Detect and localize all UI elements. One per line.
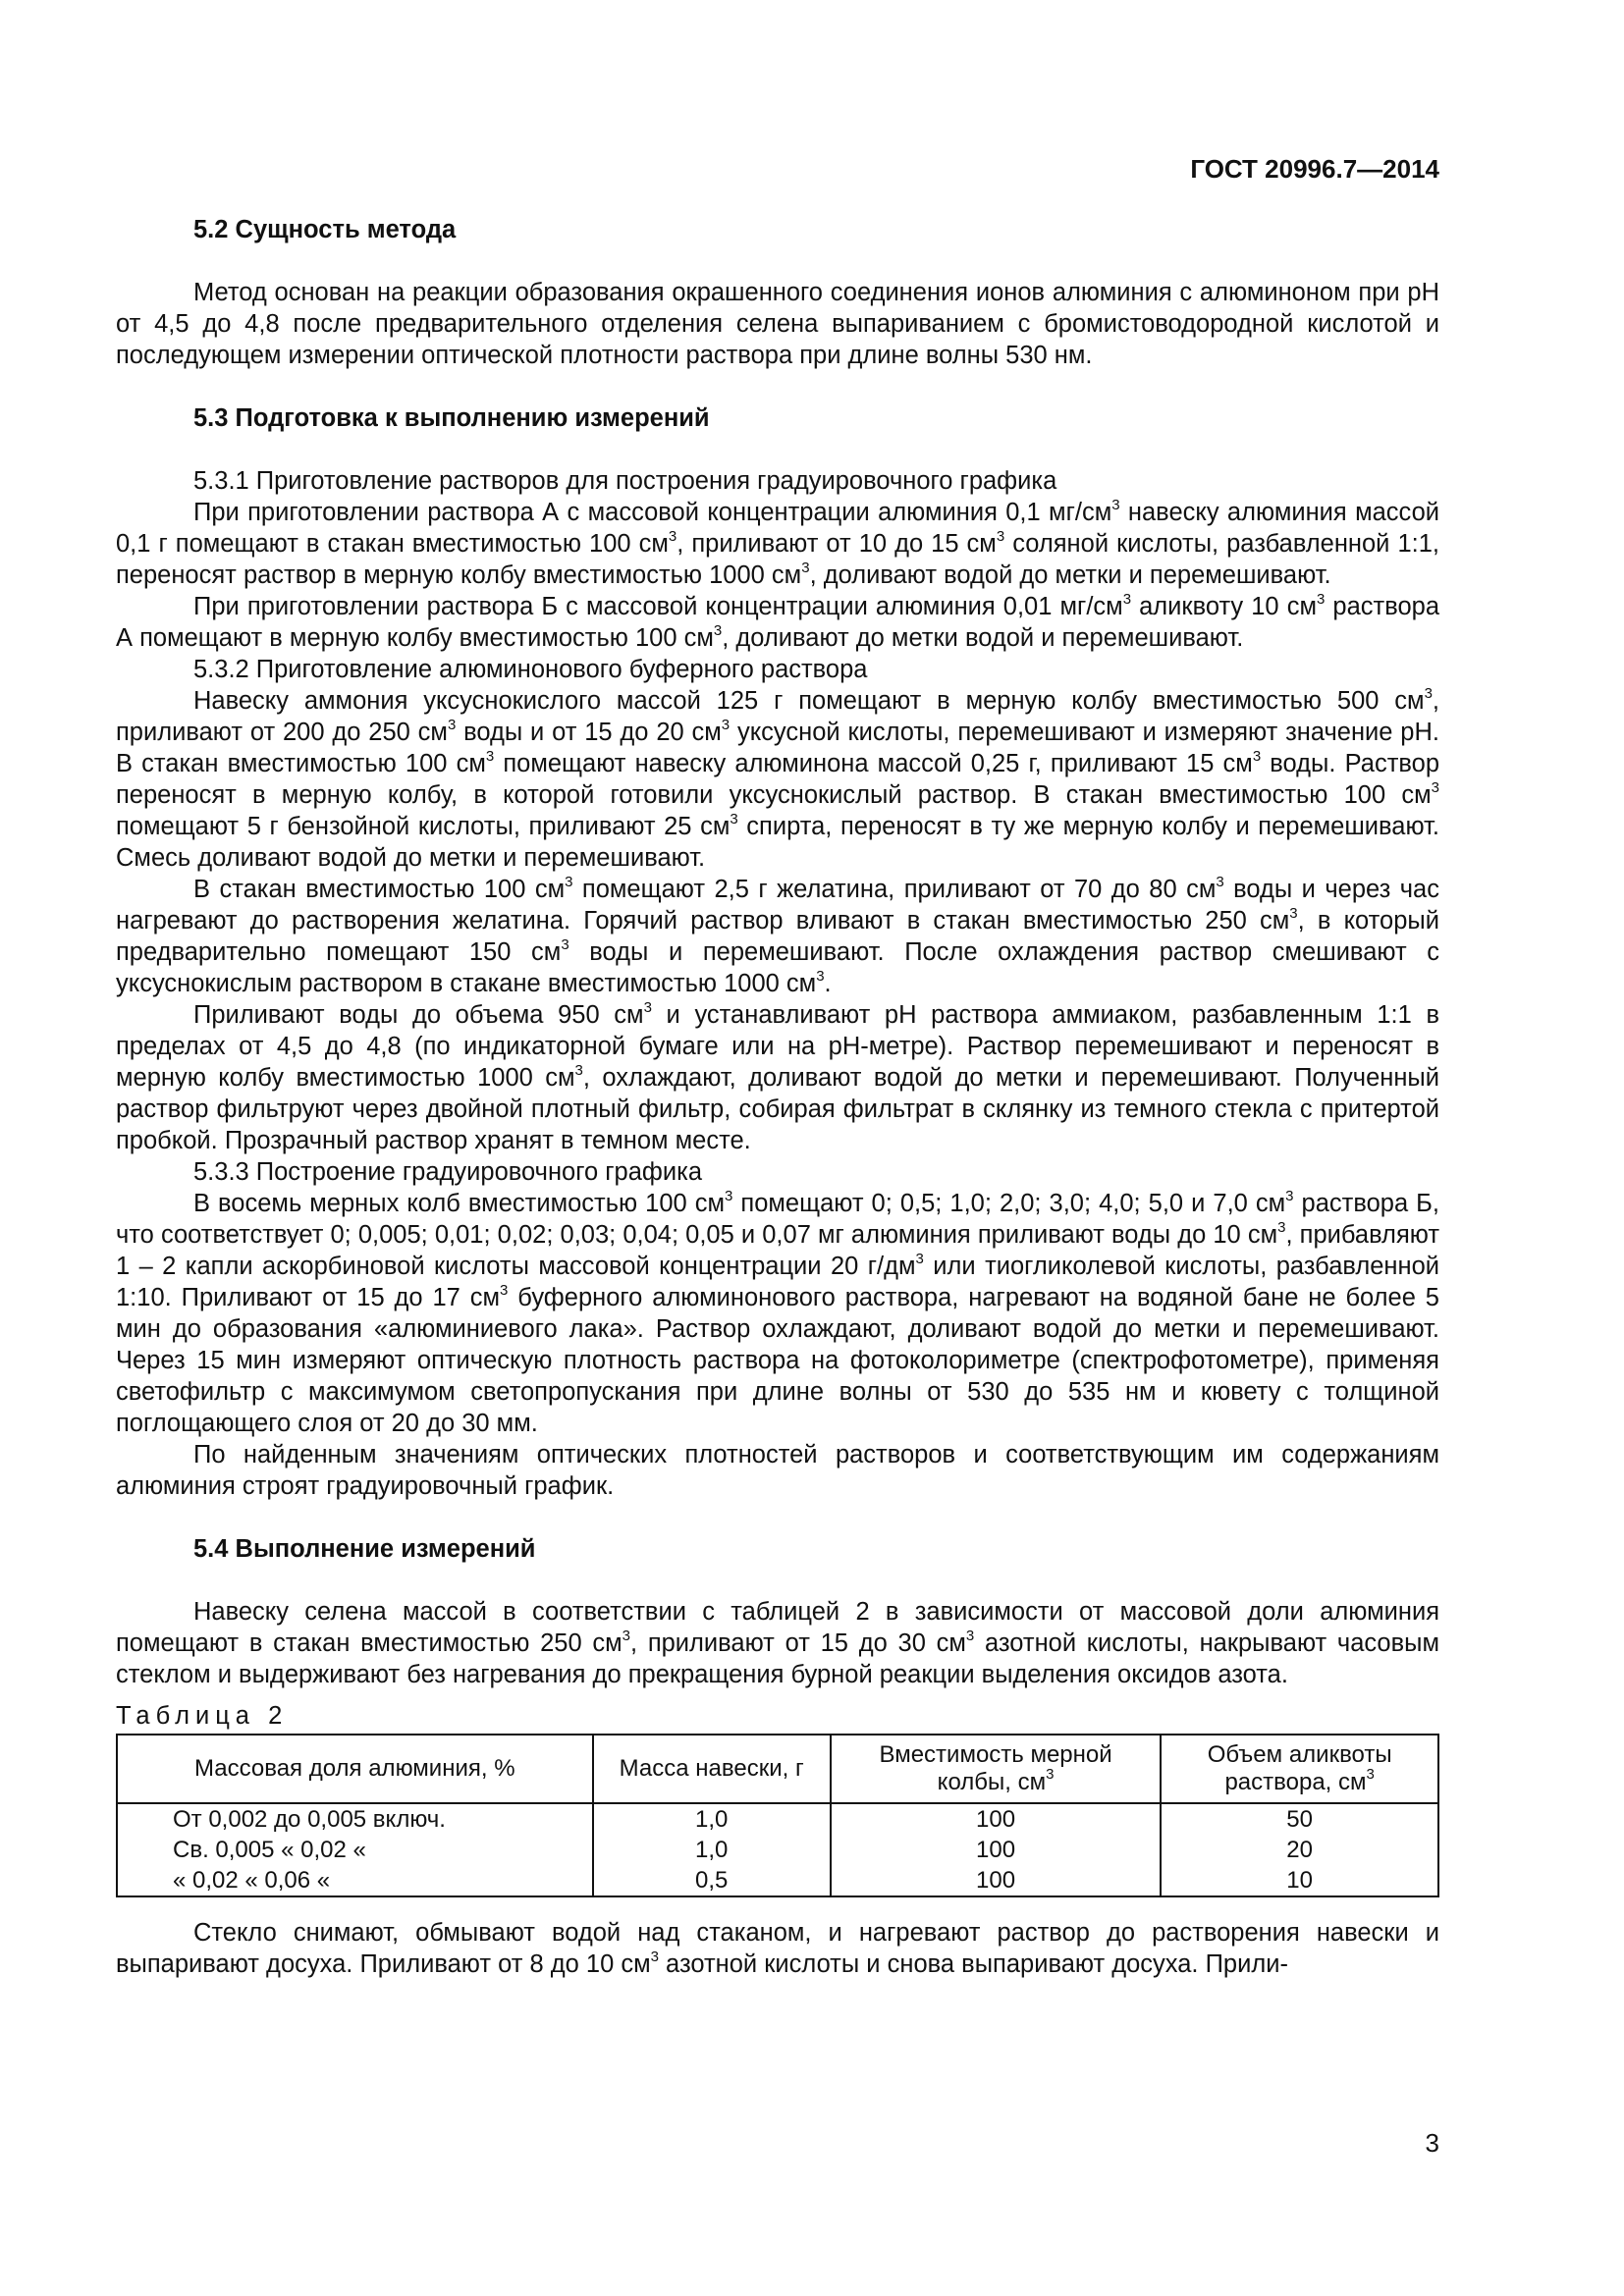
text-run: , приливают от 10 до 15 см <box>677 530 997 558</box>
superscript: 3 <box>1285 1187 1294 1204</box>
table-row <box>117 1835 1438 1865</box>
text-run: При приготовлении раствора А с массовой концентрации алюминия 0,1 мг/см <box>193 499 1112 526</box>
text-run: Приливают воды до объема 950 см <box>193 1001 644 1029</box>
subsection-title-5-3-3: 5.3.3 Построение градуировочного графика <box>193 1158 703 1186</box>
text-run: азотной кислоты, накрывают часовым стеклом и выдерживают без нагревания до прекращения бурной реакции выделения оксидов азота. <box>116 1629 1440 1688</box>
superscript: 3 <box>1252 747 1262 765</box>
superscript: 3 <box>565 873 573 890</box>
superscript: 3 <box>1366 1766 1375 1783</box>
text-run: или тиогликолевой кислоты, разбавленной 1:10. Приливают от 15 до 17 см <box>116 1253 1439 1311</box>
superscript: 3 <box>1316 590 1326 608</box>
table-caption: Таблица 2 <box>116 1702 289 1730</box>
superscript: 3 <box>915 1250 924 1267</box>
text-run: , приливают от 15 до 30 см <box>630 1629 966 1657</box>
text-run: , доливают до метки водой и перемешивают. <box>722 624 1244 652</box>
text-run: помещают навеску алюминона массой 0,25 г, приливают 15 см <box>494 750 1253 777</box>
superscript: 3 <box>643 998 652 1016</box>
superscript: 3 <box>721 716 731 733</box>
text-run: воды. Раствор переносят в мерную колбу, в которой готовили уксуснокислый раствор. В стакан вместимостью 100 см <box>116 750 1439 809</box>
text-run: помещают 2,5 г желатина, приливают от 70 до 80 см <box>572 876 1217 903</box>
text-run: раствора А помещают в мерную колбу вместимостью 100 см <box>116 593 1439 652</box>
text-run: Навеску селена массой в соответствии с таблицей 2 в зависимости от массовой доли алюминия помещают в стакан вместимостью 250 см <box>116 1598 1439 1657</box>
paragraph <box>116 874 1439 999</box>
paragraph <box>116 685 1439 874</box>
paragraph <box>116 591 1439 654</box>
superscript: 3 <box>965 1627 975 1644</box>
superscript: 3 <box>447 716 457 733</box>
text-run: азотной кислоты и снова выпаривают досуха. Прили- <box>658 1950 1288 1978</box>
table-header-row <box>117 1735 1438 1803</box>
superscript: 3 <box>622 1627 630 1644</box>
text-run: воды и через час нагревают до растворения желатина. Горячий раствор вливают в стакан вместимостью 250 см <box>116 876 1439 934</box>
text-run: помещают 5 г бензойной кислоты, приливают 25 см <box>116 813 731 840</box>
superscript: 3 <box>1122 590 1132 608</box>
table-row <box>117 1865 1438 1896</box>
table-cell: 100 <box>831 1803 1162 1835</box>
superscript: 3 <box>816 967 825 985</box>
paragraph <box>116 497 1439 591</box>
table-cell: 1,0 <box>593 1835 831 1865</box>
paragraph <box>116 999 1439 1156</box>
superscript: 3 <box>725 1187 733 1204</box>
superscript: 3 <box>1046 1766 1055 1783</box>
superscript: 3 <box>1289 904 1298 922</box>
table-cell: 10 <box>1161 1865 1438 1896</box>
text-run: Масса навески, г <box>619 1755 804 1782</box>
section-title-5-4: 5.4 Выполнение измерений <box>193 1535 536 1563</box>
subsection-title-5-3-2: 5.3.2 Приготовление алюминонового буферного раствора <box>193 656 868 683</box>
table-cell: Св. 0,005 « 0,02 « <box>117 1835 593 1865</box>
column-header <box>1161 1735 1438 1803</box>
paragraph <box>116 1596 1439 1690</box>
document-body <box>116 214 1439 1980</box>
table-cell: 20 <box>1161 1835 1438 1865</box>
table-cell: « 0,02 « 0,06 « <box>117 1865 593 1896</box>
superscript: 3 <box>730 810 738 828</box>
table-cell: 1,0 <box>593 1803 831 1835</box>
text-run: , доливают водой до метки и перемешивают. <box>809 561 1331 589</box>
text-run: помещают 0; 0,5; 1,0; 2,0; 3,0; 4,0; 5,0 и 7,0 см <box>732 1190 1286 1217</box>
superscript: 3 <box>500 1281 509 1299</box>
superscript: 3 <box>1111 496 1120 513</box>
table-2 <box>116 1734 1439 1897</box>
table-cell: 0,5 <box>593 1865 831 1896</box>
text-run: При приготовлении раствора Б с массовой концентрации алюминия 0,01 мг/см <box>193 593 1123 620</box>
table-row <box>117 1803 1438 1835</box>
superscript: 3 <box>1431 778 1439 796</box>
text-run: соляной кислоты, разбавленной 1:1, переносят раствор в мерную колбу вместимостью 1000 см <box>116 530 1439 589</box>
text-run: Стекло снимают, обмывают водой над стаканом, и нагревают раствор до растворения навески и выпаривают досуха. Приливают от 8 до 10 см <box>116 1919 1439 1978</box>
section-title-5-2: 5.2 Сущность метода <box>193 216 457 243</box>
column-header <box>831 1735 1162 1803</box>
subsection-title-5-3-1: 5.3.1 Приготовление растворов для построения градуировочного графика <box>193 467 1057 495</box>
superscript: 3 <box>650 1948 659 1965</box>
text-run: раствора Б, что соответствует 0; 0,005; 0,01; 0,02; 0,03; 0,04; 0,05 и 0,07 мг алюминия приливают воды до 10 см <box>116 1190 1439 1249</box>
text-run: , охлаждают, доливают водой до метки и перемешивают. Полученный раствор фильтруют через двойной плотный фильтр, собирая фильтрат в склянку из темного стекла с притертой пробкой. Прозрачный раствор хранят в темном месте. <box>116 1064 1439 1154</box>
paragraph <box>116 1917 1439 1980</box>
table-cell: От 0,002 до 0,005 включ. <box>117 1803 593 1835</box>
superscript: 3 <box>1216 873 1224 890</box>
text-run: Навеску аммония уксуснокислого массой 125 г помещают в мерную колбу вместимостью 500 см <box>193 687 1425 715</box>
superscript: 3 <box>996 527 1005 545</box>
page-number: 3 <box>1425 2128 1439 2158</box>
text-run: . <box>824 970 832 997</box>
text-run: буферного алюминонового раствора, нагревают на водяной бане не более 5 мин до образования «алюминиевого лака». Раствор охлаждают, доливают водой до метки и перемешивают. Через 15 мин измеряют оптическую плотность раствора на фотоколориметре (спектрофотометре), применяя светофильтр с максимумом светопропускания при длине волны от 530 до 535 нм и кювету с толщиной поглощающего слоя от 20 до 30 мм. <box>116 1284 1439 1437</box>
superscript: 3 <box>1277 1218 1286 1236</box>
text-run: и устанавливают рН раствора аммиаком, разбавленным 1:1 в пределах от 4,5 до 4,8 (по индикаторной бумаге или на рН-метре). Раствор перемешивают и переносят в мерную колбу вместимостью 1000 см <box>116 1001 1439 1092</box>
text-run: Объем аликвоты раствора, см <box>1207 1741 1392 1795</box>
table-cell: 100 <box>831 1835 1162 1865</box>
paragraph: Метод основан на реакции образования окрашенного соединения ионов алюминия с алюминоном при рН от 4,5 до 4,8 после предварительного отделения селена выпариванием с бромистоводородной кислотой и последующем измерении оптической плотности раствора при длине волны 530 нм. <box>116 279 1439 369</box>
text-run: Вместимость мерной колбы, см <box>879 1741 1112 1795</box>
text-run: воды и от 15 до 20 см <box>456 719 722 746</box>
text-run: спирта, переносят в ту же мерную колбу и перемешивают. Смесь доливают водой до метки и перемешивают. <box>116 813 1439 872</box>
text-run: навеску алюминия массой 0,1 г помещают в стакан вместимостью 100 см <box>116 499 1439 558</box>
section-title-5-3: 5.3 Подготовка к выполнению измерений <box>193 404 710 432</box>
paragraph <box>116 1188 1439 1439</box>
text-run: В восемь мерных колб вместимостью 100 см <box>193 1190 726 1217</box>
superscript: 3 <box>668 527 677 545</box>
column-header <box>117 1735 593 1803</box>
superscript: 3 <box>485 747 495 765</box>
text-run: В стакан вместимостью 100 см <box>193 876 566 903</box>
table-cell: 50 <box>1161 1803 1438 1835</box>
superscript: 3 <box>574 1061 583 1079</box>
superscript: 3 <box>713 621 723 639</box>
text-run: Массовая доля алюминия, % <box>194 1755 515 1782</box>
superscript: 3 <box>1424 684 1433 702</box>
text-run: аликвоту 10 см <box>1131 593 1317 620</box>
text-run: уксусной кислоты, перемешивают и измеряют значение рН. В стакан вместимостью 100 см <box>116 719 1439 777</box>
superscript: 3 <box>561 935 569 953</box>
paragraph: По найденным значениям оптических плотностей растворов и соответствующим им содержаниям алюминия строят градуировочный график. <box>116 1441 1439 1500</box>
table-cell: 100 <box>831 1865 1162 1896</box>
superscript: 3 <box>801 559 810 576</box>
text-run: , в который предварительно помещают 150 см <box>116 907 1439 966</box>
standard-header: ГОСТ 20996.7—2014 <box>1190 154 1439 184</box>
text-run: воды и перемешивают. После охлаждения раствор смешивают с уксуснокислым раствором в стакане вместимостью 1000 см <box>116 938 1439 997</box>
column-header <box>593 1735 831 1803</box>
text-run: , приливают от 200 до 250 см <box>116 687 1439 746</box>
text-run: , прибавляют 1 – 2 капли аскорбиновой кислоты массовой концентрации 20 г/дм <box>116 1221 1439 1280</box>
